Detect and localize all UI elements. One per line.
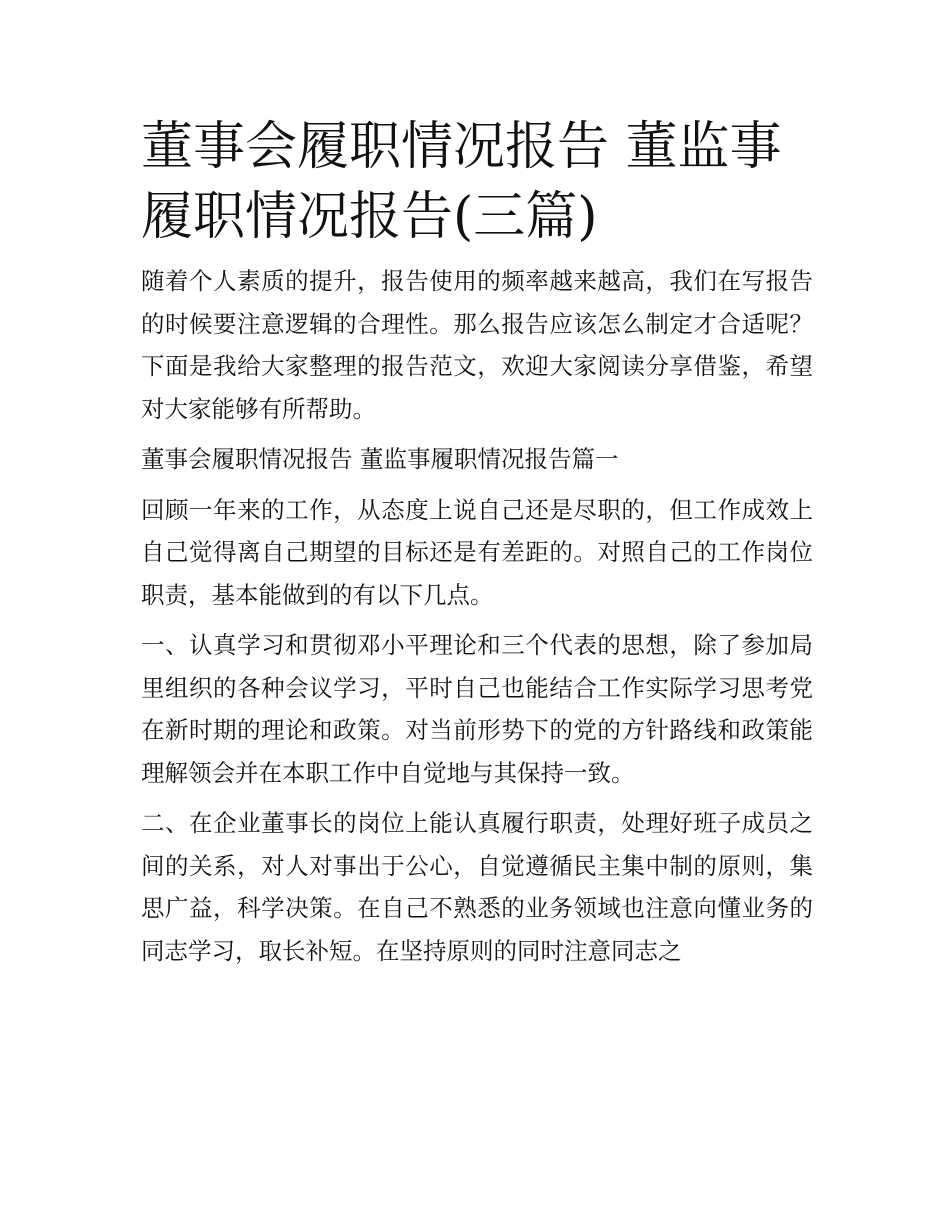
document-body	[141, 260, 813, 972]
section-heading: 董事会履职情况报告 董监事履职情况报告篇一	[141, 445, 619, 473]
body-paragraph-point-one: 一、认真学习和贯彻邓小平理论和三个代表的思想，除了参加局里组织的各种会议学习，平时自己也能结合工作实际学习思考党在新时期的理论和政策。对当前形势下的党的方针路线和政策能理解领会并在本职工作中自觉地与其保持一致。	[141, 631, 813, 787]
body-paragraph-review: 回顾一年来的工作，从态度上说自己还是尽职的，但工作成效上自己觉得离自己期望的目标还是有差距的。对照自己的工作岗位职责，基本能做到的有以下几点。	[141, 495, 813, 609]
intro-paragraph: 随着个人素质的提升，报告使用的频率越来越高，我们在写报告的时候要注意逻辑的合理性。那么报告应该怎么制定才合适呢？下面是我给大家整理的报告范文，欢迎大家阅读分享借鉴，希望对大家能够有所帮助。	[141, 267, 813, 423]
document-title: 董事会履职情况报告 董监事履职情况报告(三篇)	[141, 117, 782, 247]
body-paragraph-point-two: 二、在企业董事长的岗位上能认真履行职责，处理好班子成员之间的关系，对人对事出于公心，自觉遵循民主集中制的原则，集思广益，科学决策。在自己不熟悉的业务领域也注意向懂业务的同志学习，取长补短。在坚持原则的同时注意同志之	[141, 809, 813, 965]
document-page	[141, 112, 813, 980]
